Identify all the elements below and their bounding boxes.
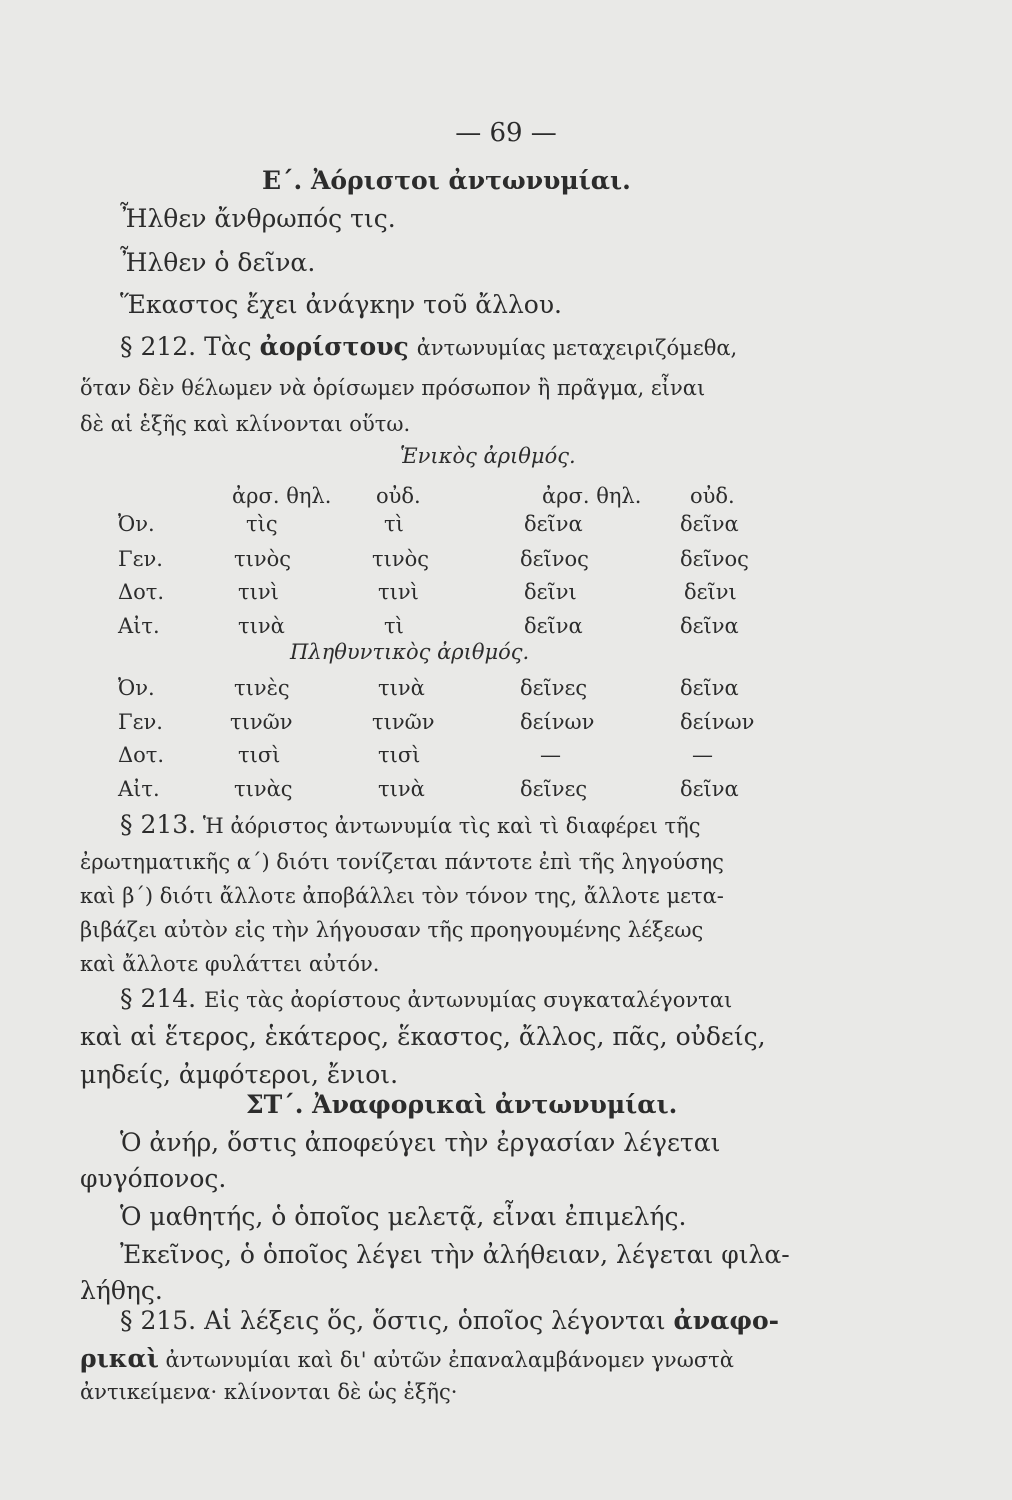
st-line-2: φυγόπονος. <box>80 1164 227 1193</box>
table-cell: — <box>540 743 561 767</box>
table-cell: δεῖνος <box>520 547 589 571</box>
paragraph-214-line-3: μηδείς, ἀμφότεροι, ἔνιοι. <box>80 1060 399 1089</box>
paragraph-212-line-3: δὲ αἱ ἑξῆς καὶ κλίνονται οὕτω. <box>80 412 411 436</box>
table-cell: δεῖνες <box>520 676 588 700</box>
table-cell: τινὰς <box>234 777 293 801</box>
table-cell: τὶς <box>246 512 278 536</box>
table-cell: δεῖνος <box>680 547 749 571</box>
table-cell: τισὶ <box>378 743 421 767</box>
paragraph-213-line-2: ἐρωτηματικῆς α΄) διότι τονίζεται πάντοτε ἐπὶ τῆς ληγούσης <box>80 850 724 874</box>
paragraph-214-line-2: καὶ αἱ ἕτερος, ἑκάτερος, ἕκαστος, ἄλλος, πᾶς, οὐδείς, <box>80 1022 766 1051</box>
plural-title: Πληθυντικὸς ἀριθμός. <box>290 640 530 664</box>
table-cell: τινὰ <box>238 614 285 638</box>
table-cell: δεῖνες <box>520 777 588 801</box>
table-cell: τινὲς <box>234 676 290 700</box>
example-line-1: Ἦλθεν ἄνθρωπός τις. <box>120 204 396 233</box>
table-cell: δεῖνα <box>680 777 739 801</box>
table-cell: τινὰ <box>378 777 425 801</box>
paragraph-215-line-2 <box>80 1344 734 1373</box>
example-line-3: Ἕκαστος ἔχει ἀνάγκην τοῦ ἄλλου. <box>120 290 562 319</box>
paragraph-213-line-5: καὶ ἄλλοτε φυλάττει αὐτόν. <box>80 952 380 976</box>
table-cell: τινὶ <box>378 580 419 604</box>
section-number: § 212. <box>120 332 197 361</box>
table-cell: δεῖνα <box>680 512 739 536</box>
paragraph-212-line-2: ὅταν δὲν θέλωμεν νὰ ὁρίσωμεν πρόσωπον ἢ πρᾶγμα, εἶναι <box>80 376 706 400</box>
st-line-4: Ἐκεῖνος, ὁ ὁποῖος λέγει τὴν ἀλήθειαν, λέγεται φιλα- <box>120 1240 790 1269</box>
paragraph-215-line-1 <box>120 1306 779 1335</box>
case-label: Δοτ. <box>118 743 165 767</box>
paragraph-text: Τὰς <box>204 332 252 361</box>
case-label: Αἰτ. <box>118 614 160 638</box>
st-line-5: λήθης. <box>80 1276 163 1305</box>
case-label: Δοτ. <box>118 580 165 604</box>
case-label: Ὀν. <box>118 512 155 536</box>
table-cell: δεῖνα <box>680 614 739 638</box>
section-number: § 214. <box>120 984 197 1013</box>
section-number: § 213. <box>120 810 197 839</box>
paragraph-text: Εἰς τὰς ἀορίστους ἀντωνυμίας συγκαταλέγονται <box>204 988 733 1012</box>
section-number: § 215. <box>120 1306 197 1335</box>
st-line-1: Ὁ ἀνήρ, ὅστις ἀποφεύγει τὴν ἐργασίαν λέγεται <box>120 1128 721 1157</box>
case-label: Γεν. <box>118 547 163 571</box>
section-e-heading: Ε΄. Ἀόριστοι ἀντωνυμίαι. <box>262 166 631 195</box>
table-cell: δεῖνι <box>684 580 737 604</box>
bold-term: ἀναφο- <box>673 1306 780 1335</box>
paragraph-213-line-3: καὶ β΄) διότι ἄλλοτε ἀποβάλλει τὸν τόνον της, ἄλλοτε μετα- <box>80 884 724 908</box>
paragraph-text: Αἱ λέξεις ὅς, ὅστις, ὁποῖος λέγονται <box>204 1306 666 1335</box>
table-cell: τινὶ <box>238 580 279 604</box>
table-cell: τὶ <box>384 512 404 536</box>
singular-title: Ἑνικὸς ἀριθμός. <box>400 444 576 468</box>
table-cell: τινὸς <box>234 547 292 571</box>
paragraph-text: ἀντωνυμίαι καὶ δι' αὐτῶν ἐπαναλαμβάνομεν γνωστὰ <box>165 1348 734 1372</box>
table-cell: δεῖνα <box>524 614 583 638</box>
table-cell: τινὰ <box>378 676 425 700</box>
table-cell: τισὶ <box>238 743 281 767</box>
bold-term: ρικαὶ <box>80 1344 159 1373</box>
gender-header-3: ἀρσ. θηλ. <box>542 484 642 508</box>
st-line-3: Ὁ μαθητής, ὁ ὁποῖος μελετᾷ, εἶναι ἐπιμελής. <box>120 1202 687 1231</box>
table-cell: τινὸς <box>372 547 430 571</box>
paragraph-215-line-3: ἀντικείμενα· κλίνονται δὲ ὡς ἑξῆς· <box>80 1380 458 1404</box>
paragraph-213-line-4: βιβάζει αὐτὸν εἰς τὴν λήγουσαν τῆς προηγουμένης λέξεως <box>80 918 704 942</box>
page-number: — 69 — <box>455 118 557 148</box>
section-st-heading: ΣΤ΄. Ἀναφορικαὶ ἀντωνυμίαι. <box>246 1090 678 1119</box>
table-cell: — <box>692 743 713 767</box>
table-cell: δεῖνα <box>524 512 583 536</box>
table-cell: δείνων <box>520 710 595 734</box>
gender-header-4: οὐδ. <box>690 484 735 508</box>
paragraph-text: ἀντωνυμίας μεταχειριζόμεθα, <box>416 336 738 360</box>
table-cell: τινῶν <box>372 710 435 734</box>
paragraph-text: Ἡ ἀόριστος ἀντωνυμία τὶς καὶ τὶ διαφέρει τῆς <box>202 814 701 838</box>
example-line-2: Ἦλθεν ὁ δεῖνα. <box>120 248 316 277</box>
case-label: Γεν. <box>118 710 163 734</box>
paragraph-214-line-1 <box>120 984 732 1013</box>
case-label: Αἰτ. <box>118 777 160 801</box>
gender-header-1: ἀρσ. θηλ. <box>232 484 332 508</box>
paragraph-212-line-1 <box>120 332 737 361</box>
gender-header-2: οὐδ. <box>376 484 421 508</box>
table-cell: τὶ <box>384 614 404 638</box>
table-cell: δείνων <box>680 710 755 734</box>
table-cell: δεῖνα <box>680 676 739 700</box>
table-cell: δεῖνι <box>524 580 577 604</box>
case-label: Ὀν. <box>118 676 155 700</box>
table-cell: τινῶν <box>230 710 293 734</box>
paragraph-213-line-1 <box>120 810 701 839</box>
bold-term: ἀορίστους <box>259 332 409 361</box>
